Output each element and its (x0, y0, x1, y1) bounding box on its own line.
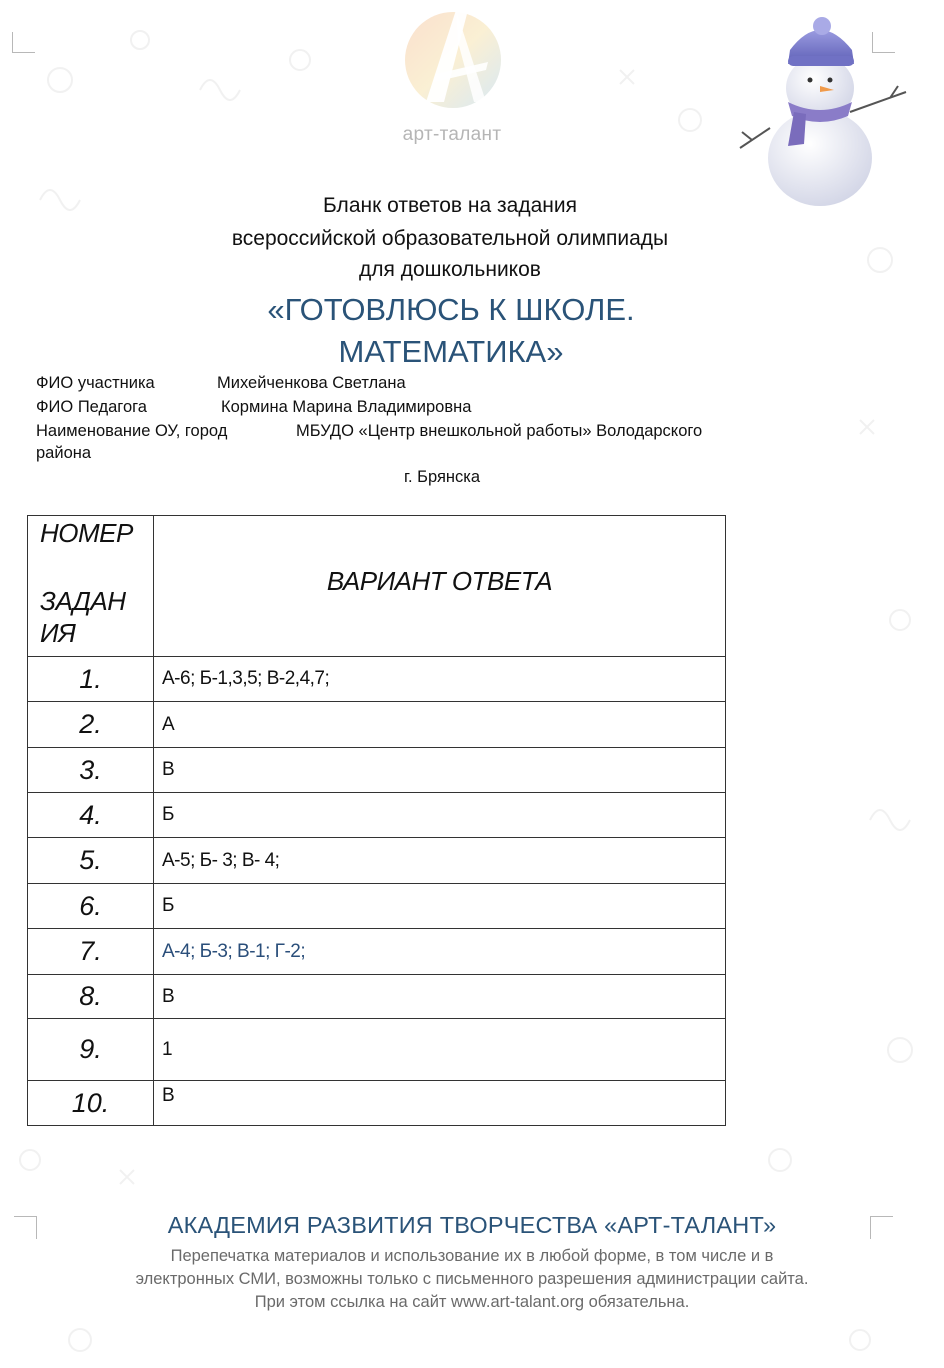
school-value: МБУДО «Центр внешкольной работы» Володарского (296, 422, 703, 440)
header-answer-variant (154, 516, 726, 657)
table-row (28, 657, 726, 702)
task-number-cell (28, 838, 154, 884)
answer-cell: 1 (154, 1019, 726, 1081)
table-row (28, 884, 726, 929)
task-number: 9. (79, 1034, 102, 1064)
task-number-cell (28, 929, 154, 975)
teacher-value: Кормина Марина Владимировна (221, 398, 472, 416)
table-row (28, 748, 726, 793)
task-number: 5. (79, 845, 102, 875)
task-number: 7. (79, 936, 102, 966)
answer-cell: А (154, 702, 726, 748)
task-number: 6. (79, 890, 102, 921)
table-header-row (28, 516, 726, 657)
table-row (28, 702, 726, 748)
header-task-number-line-2: ЗАДАН ИЯ (40, 586, 126, 648)
header-task-number (28, 516, 154, 657)
olympiad-title-line-2: МАТЕМАТИКА» (338, 334, 564, 369)
task-number-cell (28, 1019, 154, 1081)
answer-cell: В (154, 1081, 726, 1126)
school-label: Наименование ОУ, город (36, 422, 228, 440)
footer-notice-line-1: Перепечатка материалов и использование их в любой форме, в том числе и в (170, 1247, 774, 1265)
table-row (28, 1019, 726, 1081)
footer-title: АКАДЕМИЯ РАЗВИТИЯ ТВОРЧЕСТВА «АРТ-ТАЛАНТ» (167, 1212, 777, 1238)
teacher-label: ФИО Педагога (36, 398, 147, 416)
school-value-continued: района (36, 444, 92, 462)
footer-notice-line-2: электронных СМИ, возможны только с письменного разрешения администрации сайта. (135, 1270, 809, 1288)
task-number-cell (28, 1081, 154, 1126)
answer-cell: Б (154, 793, 726, 838)
task-number: 8. (79, 981, 102, 1011)
answer-cell: В (154, 748, 726, 793)
table-row (28, 838, 726, 884)
logo-text: арт-талант (402, 124, 502, 145)
heading-line-3: для дошкольников (359, 258, 541, 281)
task-number: 10. (71, 1087, 110, 1118)
task-number-cell (28, 975, 154, 1019)
answer-cell: А-5; Б- 3; В- 4; (154, 838, 726, 884)
heading-line-1: Бланк ответов на задания (323, 194, 577, 217)
art-talant-logo-icon (398, 2, 508, 112)
table-row (28, 793, 726, 838)
participant-label: ФИО участника (36, 374, 155, 392)
snowman-illustration-icon (730, 10, 920, 210)
table-row (28, 929, 726, 975)
task-number-cell (28, 884, 154, 929)
answers-table (27, 515, 726, 1126)
city-value: г. Брянска (404, 468, 481, 486)
task-number: 2. (79, 709, 102, 739)
task-number-cell (28, 748, 154, 793)
task-number-cell (28, 657, 154, 702)
task-number: 1. (79, 663, 102, 694)
olympiad-title-line-1: «ГОТОВЛЮСЬ К ШКОЛЕ. (267, 292, 635, 327)
corner-mark-top-left (12, 32, 35, 53)
answer-cell: А-6; Б-1,3,5; В-2,4,7; (154, 657, 726, 702)
task-number-cell (28, 702, 154, 748)
table-row (28, 975, 726, 1019)
answer-cell: В (154, 975, 726, 1019)
task-number: 4. (79, 799, 102, 830)
answer-cell: Б (154, 884, 726, 929)
answer-cell: А-4; Б-3; В-1; Г-2; (154, 929, 726, 975)
corner-mark-bottom-left (14, 1216, 37, 1239)
footer-notice-line-3: При этом ссылка на сайт www.art-talant.org обязательна. (254, 1293, 690, 1311)
task-number-cell (28, 793, 154, 838)
table-row (28, 1081, 726, 1126)
heading-line-2: всероссийской образовательной олимпиады (231, 227, 669, 250)
participant-value: Михейченкова Светлана (217, 374, 406, 392)
header-task-number-line-1: НОМЕР (40, 518, 133, 548)
task-number: 3. (79, 754, 102, 785)
header-answer-variant-label: ВАРИАНТ ОТВЕТА (326, 566, 553, 596)
